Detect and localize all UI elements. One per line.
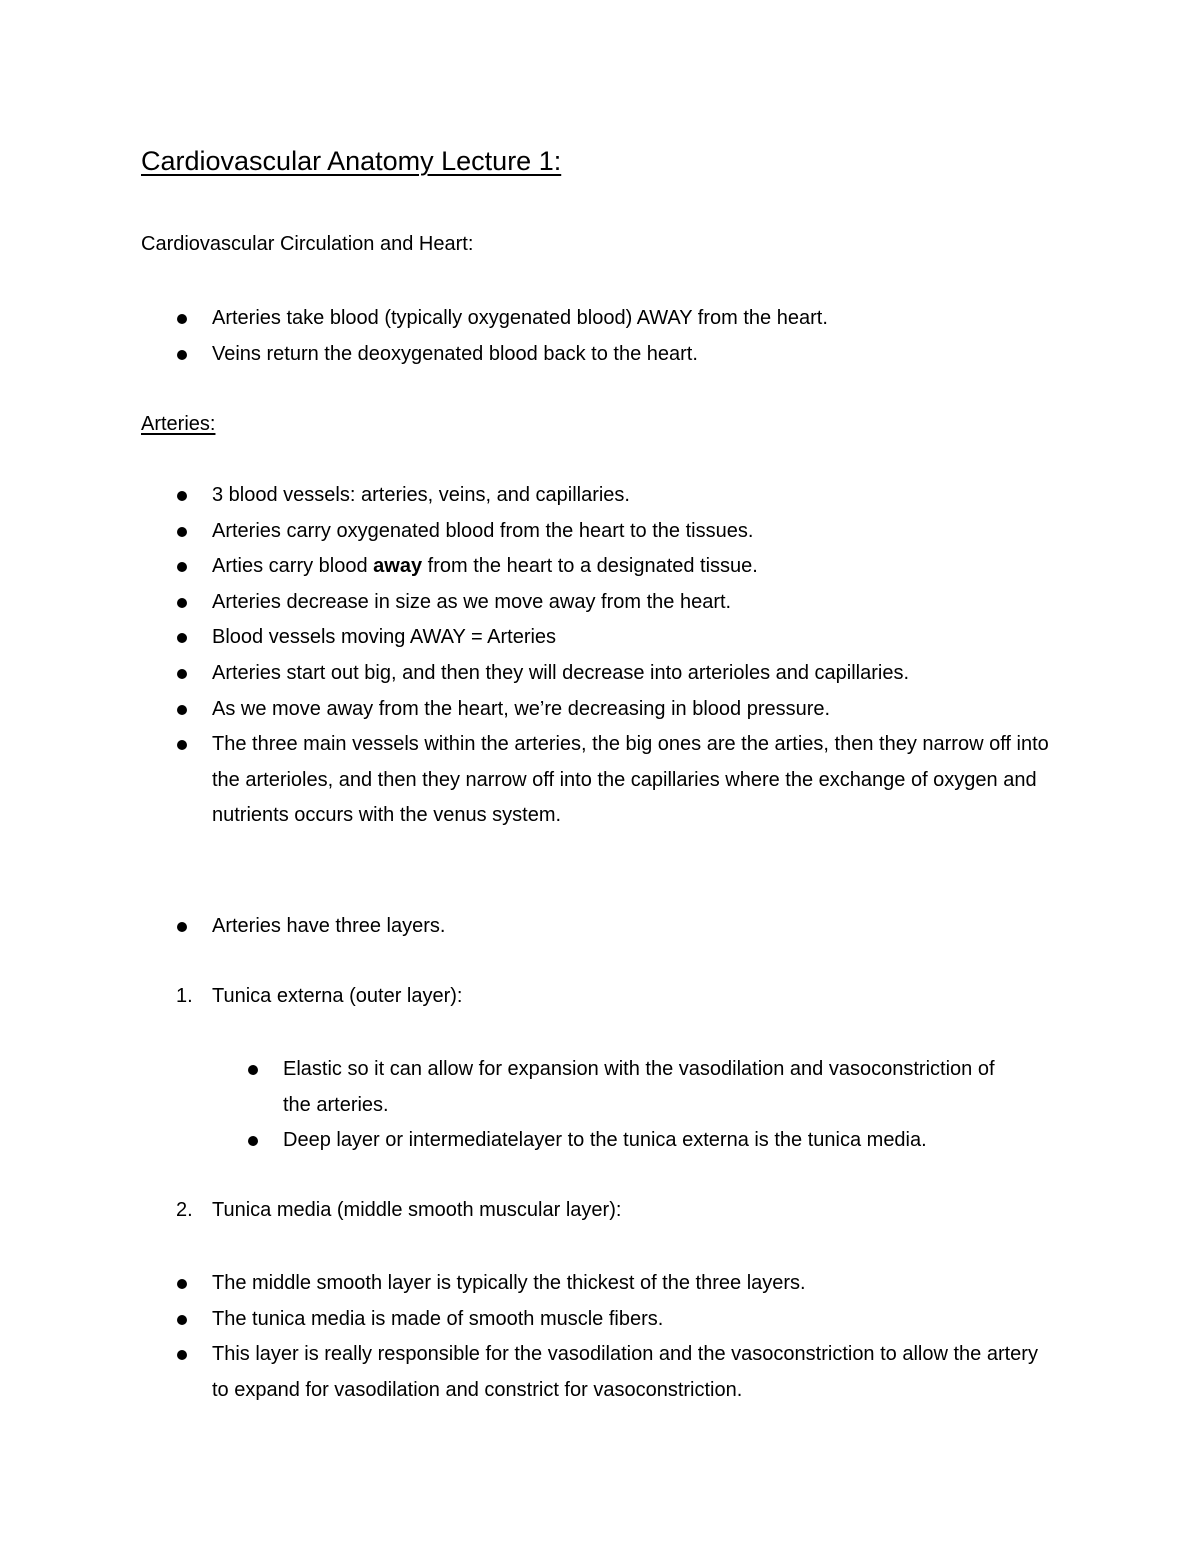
list-item: [141, 727, 1052, 834]
bullet-icon: [177, 922, 187, 932]
bullet-icon: [248, 1065, 258, 1075]
circulation-bullet-list: [141, 301, 1052, 372]
bullet-icon: [177, 705, 187, 715]
bullet-icon: [177, 633, 187, 643]
list-item-text: Arteries carry oxygenated blood from the heart to the tissues.: [212, 519, 754, 542]
list-item-text: This layer is really responsible for the vasodilation and the vasoconstriction to allow the artery to expand for vasodilation and constrict for vasoconstriction.: [212, 1343, 1038, 1401]
section-heading-circulation: Cardiovascular Circulation and Heart:: [141, 233, 474, 255]
bullet-icon: [177, 491, 187, 501]
list-item-text: 3 blood vessels: arteries, veins, and capillaries.: [212, 484, 630, 506]
list-item-text: Deep layer or intermediatelayer to the tunica externa is the tunica media.: [283, 1129, 927, 1152]
list-item: [141, 1302, 1052, 1338]
list-item: [212, 1123, 1023, 1159]
list-item-text: Arteries have three layers.: [212, 915, 446, 937]
bullet-icon: [177, 1315, 187, 1325]
tunica-media-bullet-list: [141, 1266, 1052, 1408]
list-item-text: Blood vessels moving AWAY = Arteries: [212, 626, 557, 649]
layer-heading-text: Tunica media (middle smooth muscular layer):: [212, 1199, 622, 1221]
layers-bullet-list: [141, 909, 1052, 945]
bullet-icon: [177, 1350, 187, 1360]
list-item: [141, 337, 1052, 373]
list-number: 1.: [176, 985, 193, 1007]
bullet-icon: [177, 598, 187, 608]
list-number: 2.: [176, 1199, 193, 1221]
layer-heading-text: Tunica externa (outer layer):: [212, 985, 463, 1007]
list-item: [141, 620, 1052, 656]
list-item: [141, 1266, 1052, 1302]
list-item: [141, 549, 1052, 585]
layer-heading-tunica-externa: [141, 985, 462, 1008]
list-item-text: Arteries decrease in size as we move away from the heart.: [212, 590, 732, 613]
bullet-icon: [177, 314, 187, 324]
layer-heading-tunica-media: [141, 1199, 621, 1222]
bullet-icon: [248, 1136, 258, 1146]
list-item: [141, 301, 1052, 337]
list-item-text-before: Arties carry blood: [212, 555, 374, 578]
list-item: [141, 692, 1052, 728]
list-item: [141, 585, 1052, 621]
bullet-icon: [177, 669, 187, 679]
section-heading-arteries: Arteries:: [141, 413, 216, 435]
list-item: [141, 1337, 1052, 1408]
arteries-bullet-list: [141, 478, 1052, 834]
list-item-text: Arteries start out big, and then they will decrease into arterioles and capillaries.: [212, 661, 910, 684]
list-item: [212, 1052, 1023, 1123]
document-title: Cardiovascular Anatomy Lecture 1:: [141, 146, 562, 176]
tunica-externa-bullet-list: [212, 1052, 1023, 1159]
list-item-text: The middle smooth layer is typically the thickest of the three layers.: [212, 1272, 806, 1294]
list-item: [141, 514, 1052, 550]
list-item: [141, 478, 1052, 514]
list-item-text-after: from the heart to a designated tissue.: [422, 555, 758, 578]
bullet-icon: [177, 350, 187, 360]
list-item-text: The tunica media is made of smooth muscle fibers.: [212, 1307, 664, 1330]
bullet-icon: [177, 562, 187, 572]
list-item-text: Elastic so it can allow for expansion with the vasodilation and vasoconstriction of the arteries.: [283, 1058, 995, 1116]
list-item-text: The three main vessels within the arteries, the big ones are the arties, then they narrow off into the arterioles, and then they narrow off into the capillaries where the exchange of oxygen and nutrients occurs with the venus system.: [212, 733, 1049, 827]
list-item-text: As we move away from the heart, we’re decreasing in blood pressure.: [212, 697, 831, 720]
bullet-icon: [177, 740, 187, 750]
list-item-text: Arteries take blood (typically oxygenated blood) AWAY from the heart.: [212, 307, 828, 329]
bullet-icon: [177, 527, 187, 537]
list-item: [141, 656, 1052, 692]
list-item-text-bold: away: [373, 555, 423, 578]
list-item-text: Veins return the deoxygenated blood back to the heart.: [212, 342, 698, 365]
list-item: [141, 909, 1052, 945]
bullet-icon: [177, 1279, 187, 1289]
